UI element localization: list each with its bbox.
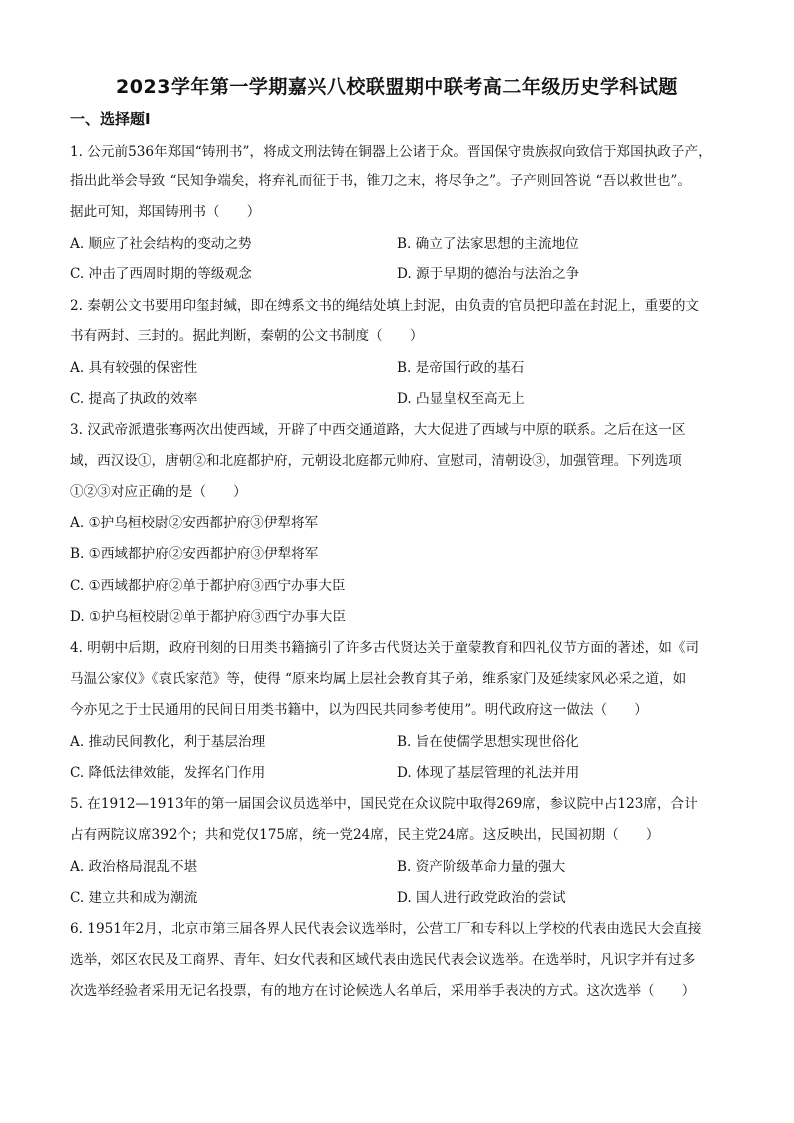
- q1-line-1: 1. 公元前536年郑国“铸刑书”，将成文刑法铸在铜器上公诸于众。晋国保守贵族叔向致信于郑国执政子产，: [70, 144, 712, 160]
- q1-line-3: 据此可知，郑国铸刑书（ ）: [70, 204, 261, 220]
- page-title: 2023学年第一学期嘉兴八校联盟期中联考高二年级历史学科试题: [116, 76, 678, 98]
- q5-option-c: C. 建立共和成为潮流: [70, 890, 198, 906]
- q6-line-1: 6. 1951年2月，北京市第三届各界人民代表会议选举时，公营工厂和专科以上学校的代表由选民大会直接: [70, 921, 702, 937]
- q3-line-3: ①②③对应正确的是（ ）: [70, 484, 247, 500]
- q1-line-2: 指出此举会导致 “民知争端矣，将弃礼而征于书，锥刀之末，将尽争之”。子产则回答说 “吾以救世也”。: [70, 173, 691, 189]
- q4-line-3: 今亦见之于士民通用的民间日用类书籍中，以为四民共同参考使用”。明代政府这一做法（ ）: [70, 702, 648, 718]
- q3-option-a: A. ①护乌桓校尉②安西都护府③伊犁将军: [70, 515, 319, 531]
- q4-line-2: 马温公家仪》《袁氏家范》等，使得 “原来均属上层社会教育其子弟，维系家门及延续家风必采之道，如: [70, 671, 687, 687]
- section-heading: 一、选择题Ⅰ: [70, 110, 151, 128]
- q3-option-d: D. ①护乌桓校尉②单于都护府③西宁办事大臣: [70, 609, 346, 625]
- q3-option-c: C. ①西域都护府②单于都护府③西宁办事大臣: [70, 578, 346, 594]
- q3-line-2: 域，西汉设①，唐朝②和北庭都护府，元朝设北庭都元帅府、宣慰司，清朝设③，加强管理。下列选项: [70, 453, 682, 469]
- q5-option-a: A. 政治格局混乱不堪: [70, 859, 198, 875]
- q4-line-1: 4. 明朝中后期，政府刊刻的日用类书籍摘引了许多古代贤达关于童蒙教育和四礼仪节方面的著述，如《司: [70, 640, 700, 656]
- q1-option-d: D. 源于早期的德治与法治之争: [397, 266, 580, 282]
- q2-option-b: B. 是帝国行政的基石: [397, 360, 525, 376]
- q5-line-2: 占有两院议席392个；共和党仅175席，统一党24席，民主党24席。这反映出，民国初期（ ）: [70, 827, 660, 843]
- q2-option-c: C. 提高了执政的效率: [70, 391, 198, 407]
- q4-option-d: D. 体现了基层管理的礼法并用: [397, 765, 580, 781]
- q2-option-d: D. 凸显皇权至高无上: [397, 391, 525, 407]
- q2-line-1: 2. 秦朝公文书要用印玺封缄，即在缚系文书的绳结处填上封泥，由负责的官员把印盖在封泥上，重要的文: [70, 298, 700, 314]
- q4-option-b: B. 旨在使儒学思想实现世俗化: [397, 734, 579, 750]
- q4-option-a: A. 推动民间教化，利于基层治理: [70, 734, 266, 750]
- q1-option-c: C. 冲击了西周时期的等级观念: [70, 266, 252, 282]
- q4-option-c: C. 降低法律效能，发挥名门作用: [70, 765, 266, 781]
- q5-option-b: B. 资产阶级革命力量的强大: [397, 859, 566, 875]
- q5-option-d: D. 国人进行政党政治的尝试: [397, 890, 566, 906]
- q2-line-2: 书有两封、三封的。据此判断，秦朝的公文书制度（ ）: [70, 328, 424, 344]
- q6-line-2: 选举，郊区农民及工商界、青年、妇女代表和区域代表由选民代表会议选举。在选举时，凡识字并有过多: [70, 952, 696, 968]
- q1-option-a: A. 顺应了社会结构的变动之势: [70, 236, 252, 252]
- q5-line-1: 5. 在1912—1913年的第一届国会议员选举中，国民党在众议院中取得269席，参议院中占123席，合计: [70, 796, 698, 812]
- q6-line-3: 次选举经验者采用无记名投票，有的地方在讨论候选人名单后，采用举手表决的方式。这次选举（ ）: [70, 983, 696, 999]
- q3-option-b: B. ①西域都护府②安西都护府③伊犁将军: [70, 546, 319, 562]
- q3-line-1: 3. 汉武帝派遣张骞两次出使西域，开辟了中西交通道路，大大促进了西域与中原的联系。之后在这一区: [70, 422, 686, 438]
- q1-option-b: B. 确立了法家思想的主流地位: [397, 236, 579, 252]
- q2-option-a: A. 具有较强的保密性: [70, 360, 198, 376]
